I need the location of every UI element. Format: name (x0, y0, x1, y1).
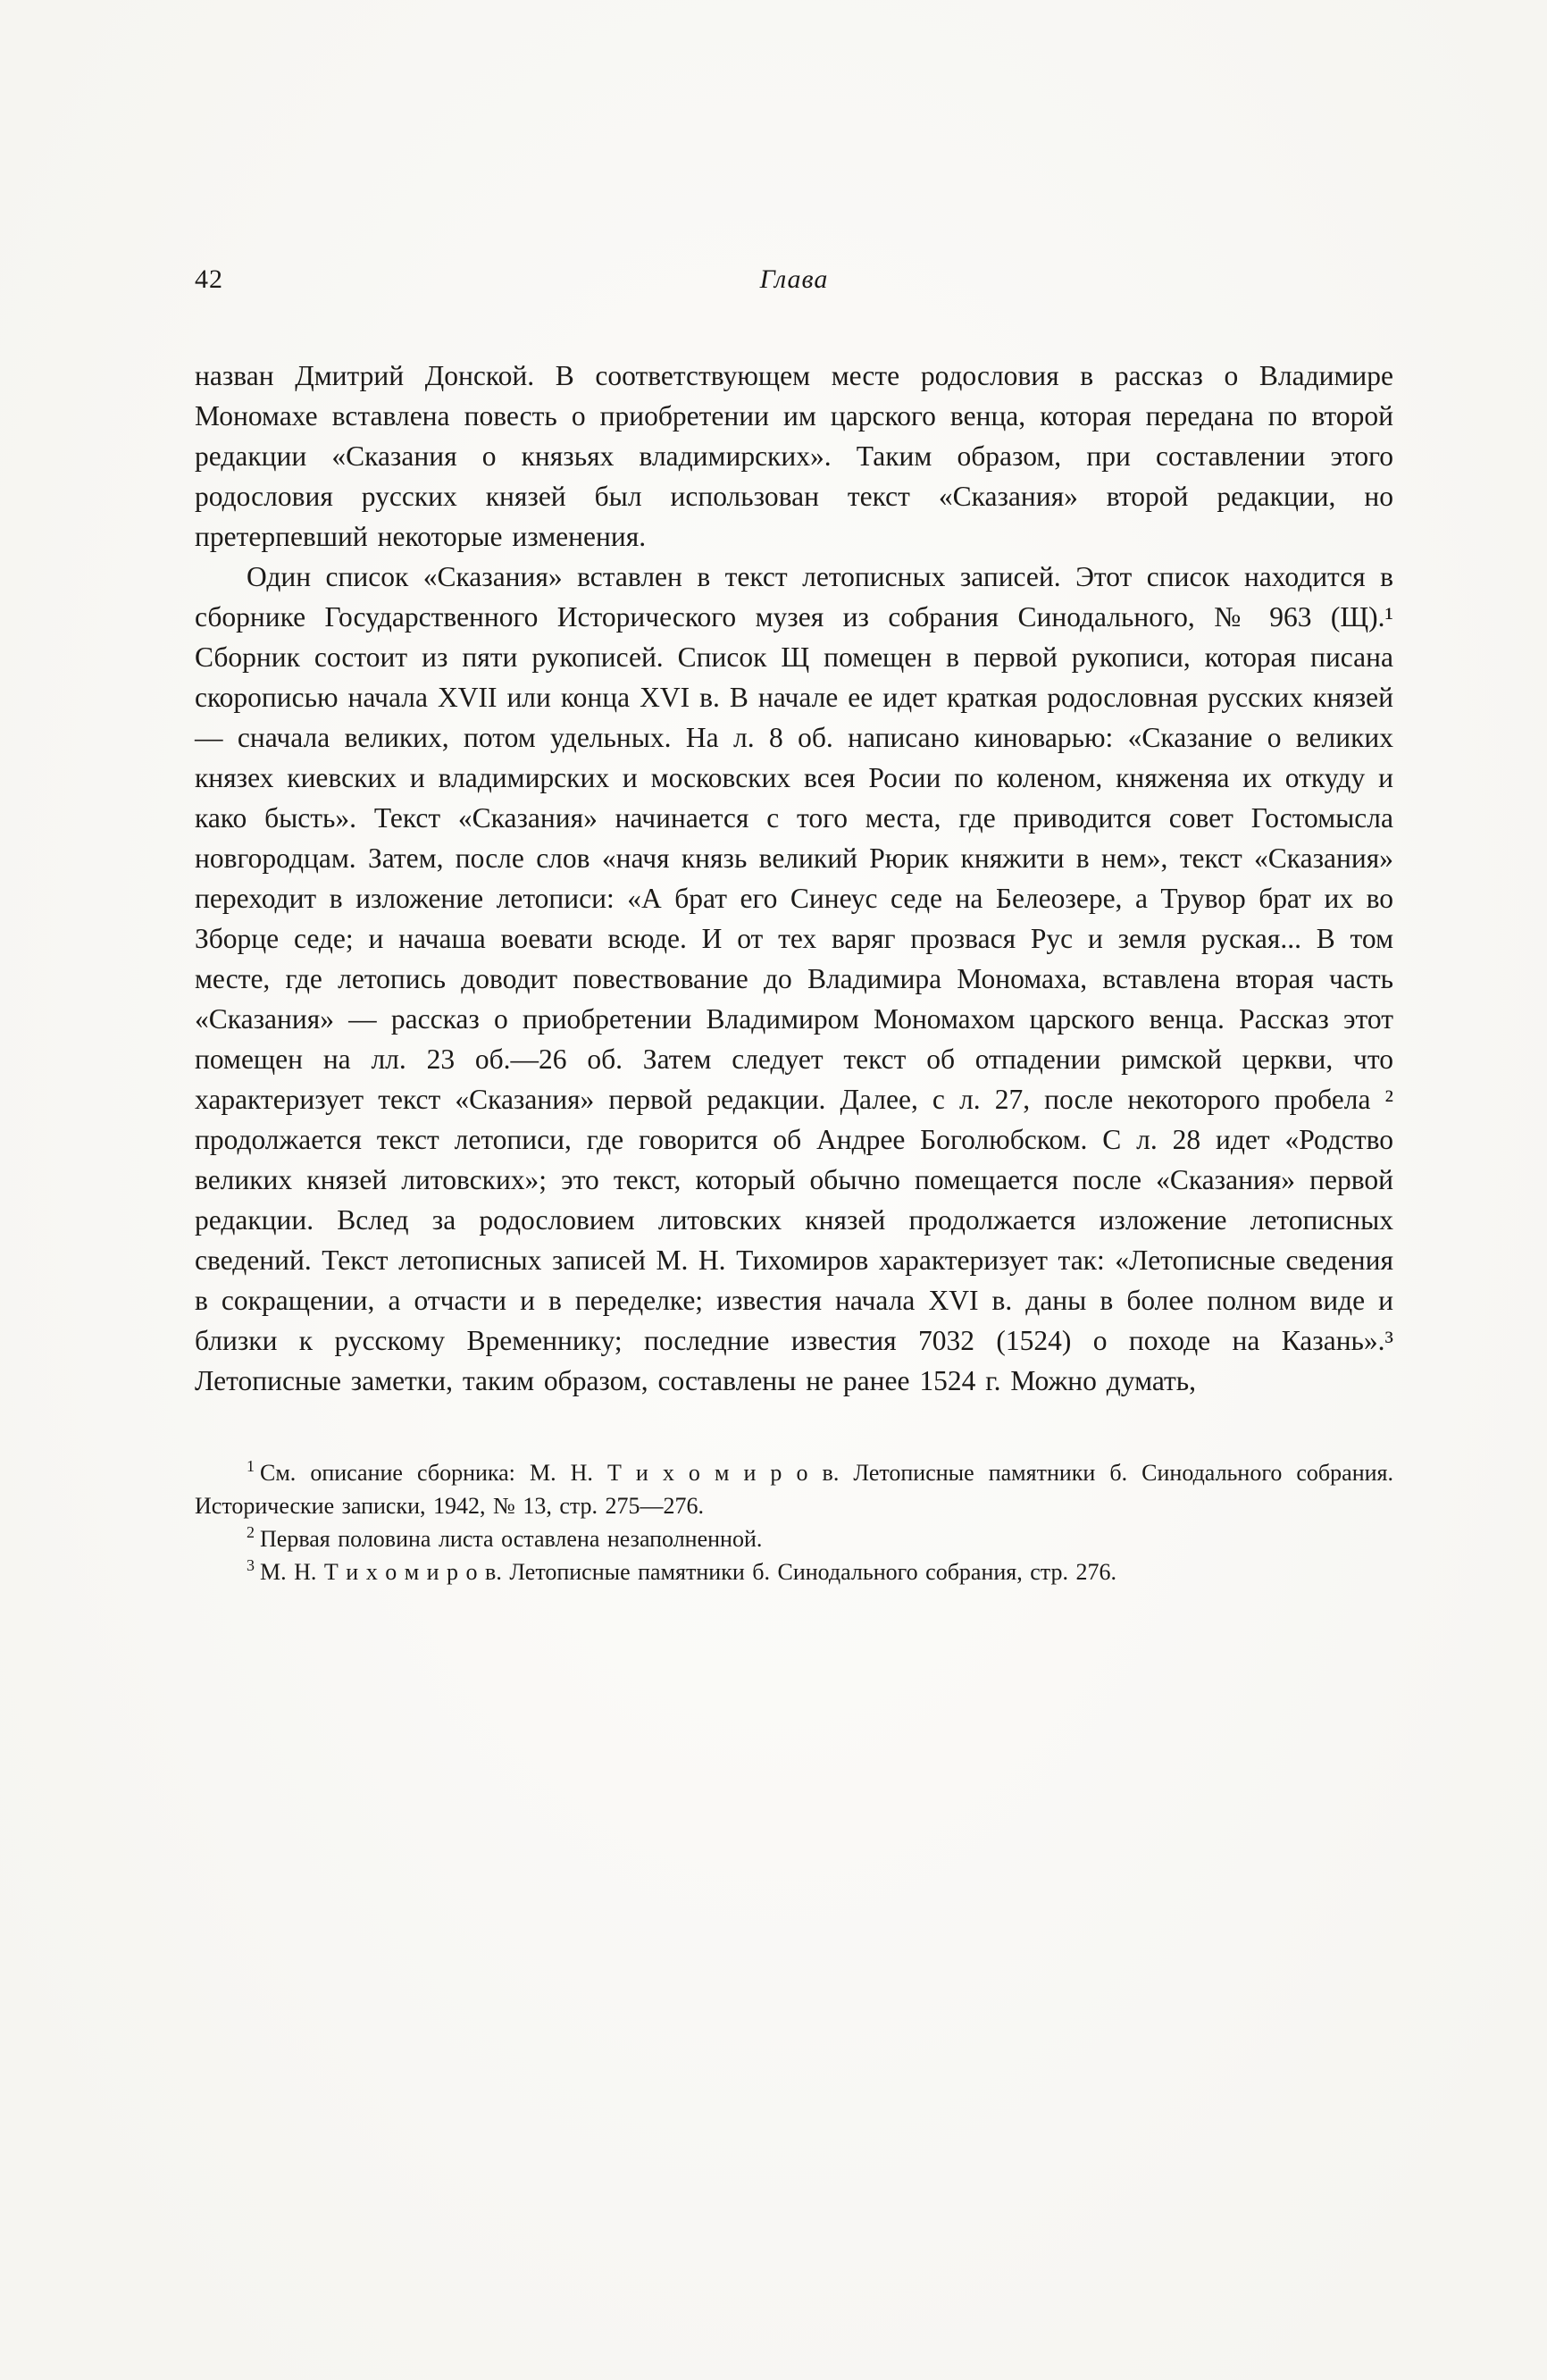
footnote-marker: 2 (247, 1523, 255, 1542)
footnote-text: См. описание сборника: М. Н. Т и х о м и р о в. Летописные памятники б. Синодального собрания. Исторические записки, 1942, № 13, стр. 275—276. (195, 1460, 1393, 1519)
page-header (195, 264, 1393, 304)
footnote-marker: 3 (247, 1556, 255, 1575)
footnote-text: Первая половина листа оставлена незаполненной. (260, 1526, 763, 1552)
footnote (195, 1555, 1393, 1588)
footnote-text: М. Н. Т и х о м и р о в. Летописные памятники б. Синодального собрания, стр. 276. (260, 1559, 1116, 1585)
running-head: Глава (759, 264, 829, 294)
footnotes (195, 1456, 1393, 1588)
footnote (195, 1456, 1393, 1522)
body-text (195, 356, 1393, 1401)
page-number: 42 (195, 264, 223, 294)
paragraph: назван Дмитрий Донской. В соответствующем месте родословия в рассказ о Владимире Мономахе вставлена повесть о приобретении им царского венца, которая передана по второй редакции «Сказания о князьях владимирских». Таким образом, при составлении этого родословия русских князей был использован текст «Сказания» второй редакции, но претерпевший некоторые изменения. (195, 360, 1393, 552)
footnote-marker: 1 (247, 1457, 255, 1476)
paragraph: Один список «Сказания» вставлен в текст летописных записей. Этот список находится в сборнике Государственного Исторического музея из собрания Синодального, № 963 (Щ).¹ Сборник состоит из пяти рукописей. Список Щ помещен в первой рукописи, которая писана скорописью начала XVII или конца XVI в. В начале ее идет краткая родословная русских князей — сначала великих, потом удельных. На л. 8 об. написано киноварью: «Сказание о великих князех киевских и владимирских и московских всея Росии по коленом, княженяа их откуду и како бысть». Текст «Сказания» начинается с того места, где приводится совет Гостомысла новгородцам. Затем, после слов «начя князь великий Рюрик княжити в нем», текст «Сказания» переходит в изложение летописи: «А брат его Синеус седе на Белеозере, а Трувор брат их во Зборце седе; и начаша воевати всюде. И от тех варяг прозвася Рус и земля руская... В том месте, где летопись доводит повествование до Владимира Мономаха, вставлена вторая часть «Сказания» — рассказ о приобретении Владимиром Мономахом царского венца. Рассказ этот помещен на лл. 23 об.—26 об. Затем следует текст об отпадении римской церкви, что характеризует текст «Сказания» первой редакции. Далее, с л. 27, после некоторого пробела ² продолжается текст летописи, где говорится об Андрее Боголюбском. С л. 28 идет «Родство великих князей литовских»; это текст, который обычно помещается после «Сказания» первой редакции. Вслед за родословием литовских князей продолжается изложение летописных сведений. Текст летописных записей М. Н. Тихомиров характеризует так: «Летописные сведения в сокращении, а отчасти и в переделке; известия начала XVI в. даны в более полном виде и близки к русскому Временнику; последние известия 7032 (1524) о походе на Казань».³ Летописные заметки, таким образом, составлены не ранее 1524 г. Можно думать, (195, 561, 1393, 1396)
footnote (195, 1522, 1393, 1555)
